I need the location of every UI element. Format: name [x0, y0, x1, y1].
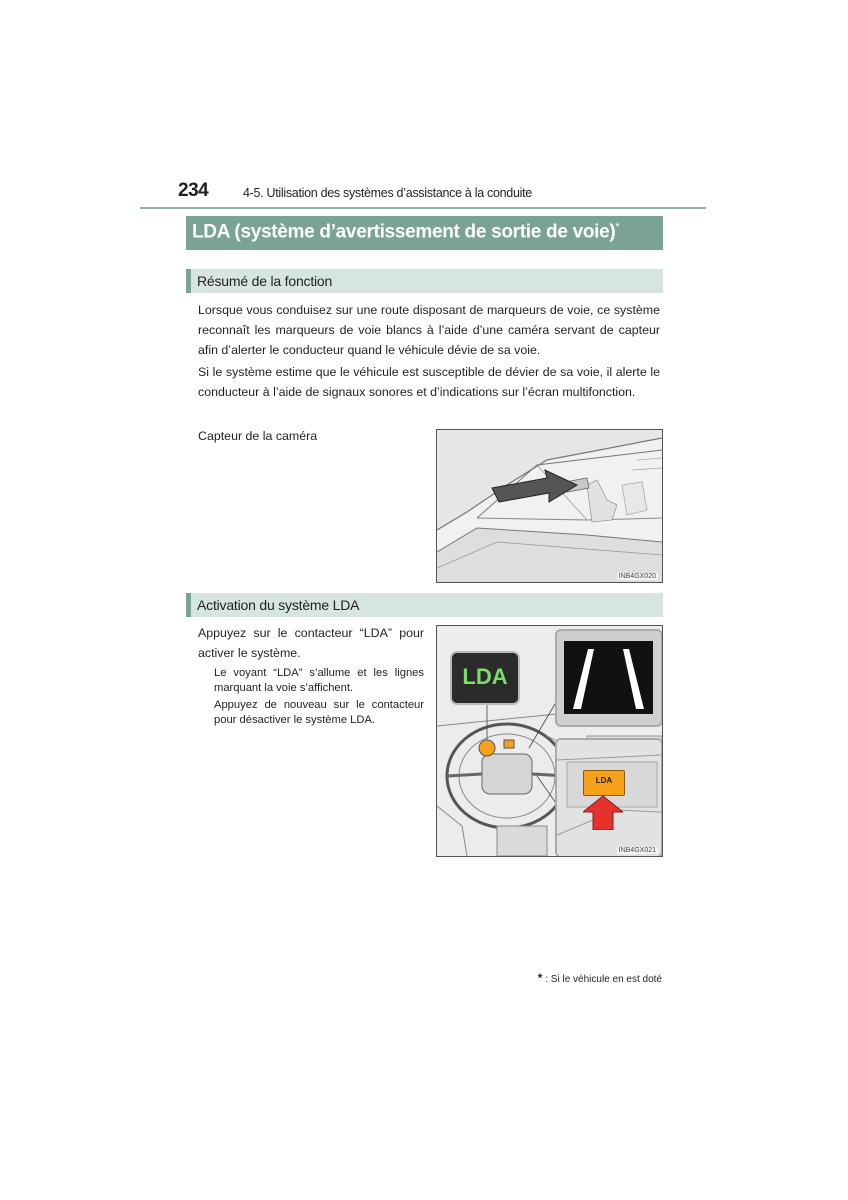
- activation-note-2: Appuyez de nouveau sur le contacteur pour désactiver le système LDA.: [214, 699, 424, 726]
- lda-switch-button[interactable]: [583, 770, 625, 796]
- footnote-text: : Si le véhicule en est doté: [545, 974, 662, 985]
- lane-lines-icon: [564, 641, 653, 714]
- section-heading-bar: [186, 269, 191, 293]
- lda-indicator-panel: [450, 651, 520, 705]
- lda-switch-figure: [436, 625, 663, 857]
- title-banner: [186, 216, 663, 250]
- activation-paragraph: Appuyez sur le contacteur “LDA” pour activer le système.: [198, 626, 424, 660]
- footnote: [538, 971, 662, 985]
- page-number: 234: [178, 180, 209, 201]
- title-footnote-marker: *: [615, 221, 620, 233]
- section-heading-activation: [186, 593, 663, 617]
- section-path: 4-5. Utilisation des systèmes d’assistance à la conduite: [243, 186, 532, 200]
- press-arrow-icon: [583, 796, 623, 830]
- summary-paragraph-1: Lorsque vous conduisez sur une route disposant de marqueurs de voie, ce système reconnaît les marqueurs de voie blancs à l’aide d’une caméra servant de capteur afin d’alerter le conducteur quand le véhicule dévie de sa voie.: [198, 303, 660, 357]
- header-rule: [140, 207, 706, 209]
- lane-display-screen: [564, 641, 653, 714]
- windshield-camera-illustration: [437, 430, 662, 582]
- summary-paragraph-2: Si le système estime que le véhicule est susceptible de dévier de sa voie, il alerte le conducteur à l’aide de signaux sonores et d’indications sur l’écran multifonction.: [198, 365, 660, 399]
- footnote-marker: *: [537, 971, 543, 985]
- lda-indicator-text: LDA: [462, 664, 508, 689]
- figure-code: INB4GX021: [618, 847, 656, 854]
- section-heading-summary: [186, 269, 663, 293]
- section-heading-bar: [186, 593, 191, 617]
- camera-sensor-label: Capteur de la caméra: [198, 429, 318, 443]
- title-text: LDA (système d’avertissement de sortie de voie): [192, 221, 616, 243]
- switch-closeup-frame: [555, 738, 663, 857]
- section-heading-text: Activation du système LDA: [197, 597, 360, 613]
- camera-sensor-figure: [436, 429, 663, 583]
- figure-code: INB4GX020: [618, 573, 656, 580]
- activation-note-1: Le voyant “LDA” s’allume et les lignes marquant la voie s’affichent.: [214, 667, 424, 694]
- lane-display-frame: [555, 629, 663, 727]
- lda-switch-label: LDA: [595, 776, 613, 785]
- section-heading-text: Résumé de la fonction: [197, 273, 333, 289]
- page-title: [192, 221, 619, 243]
